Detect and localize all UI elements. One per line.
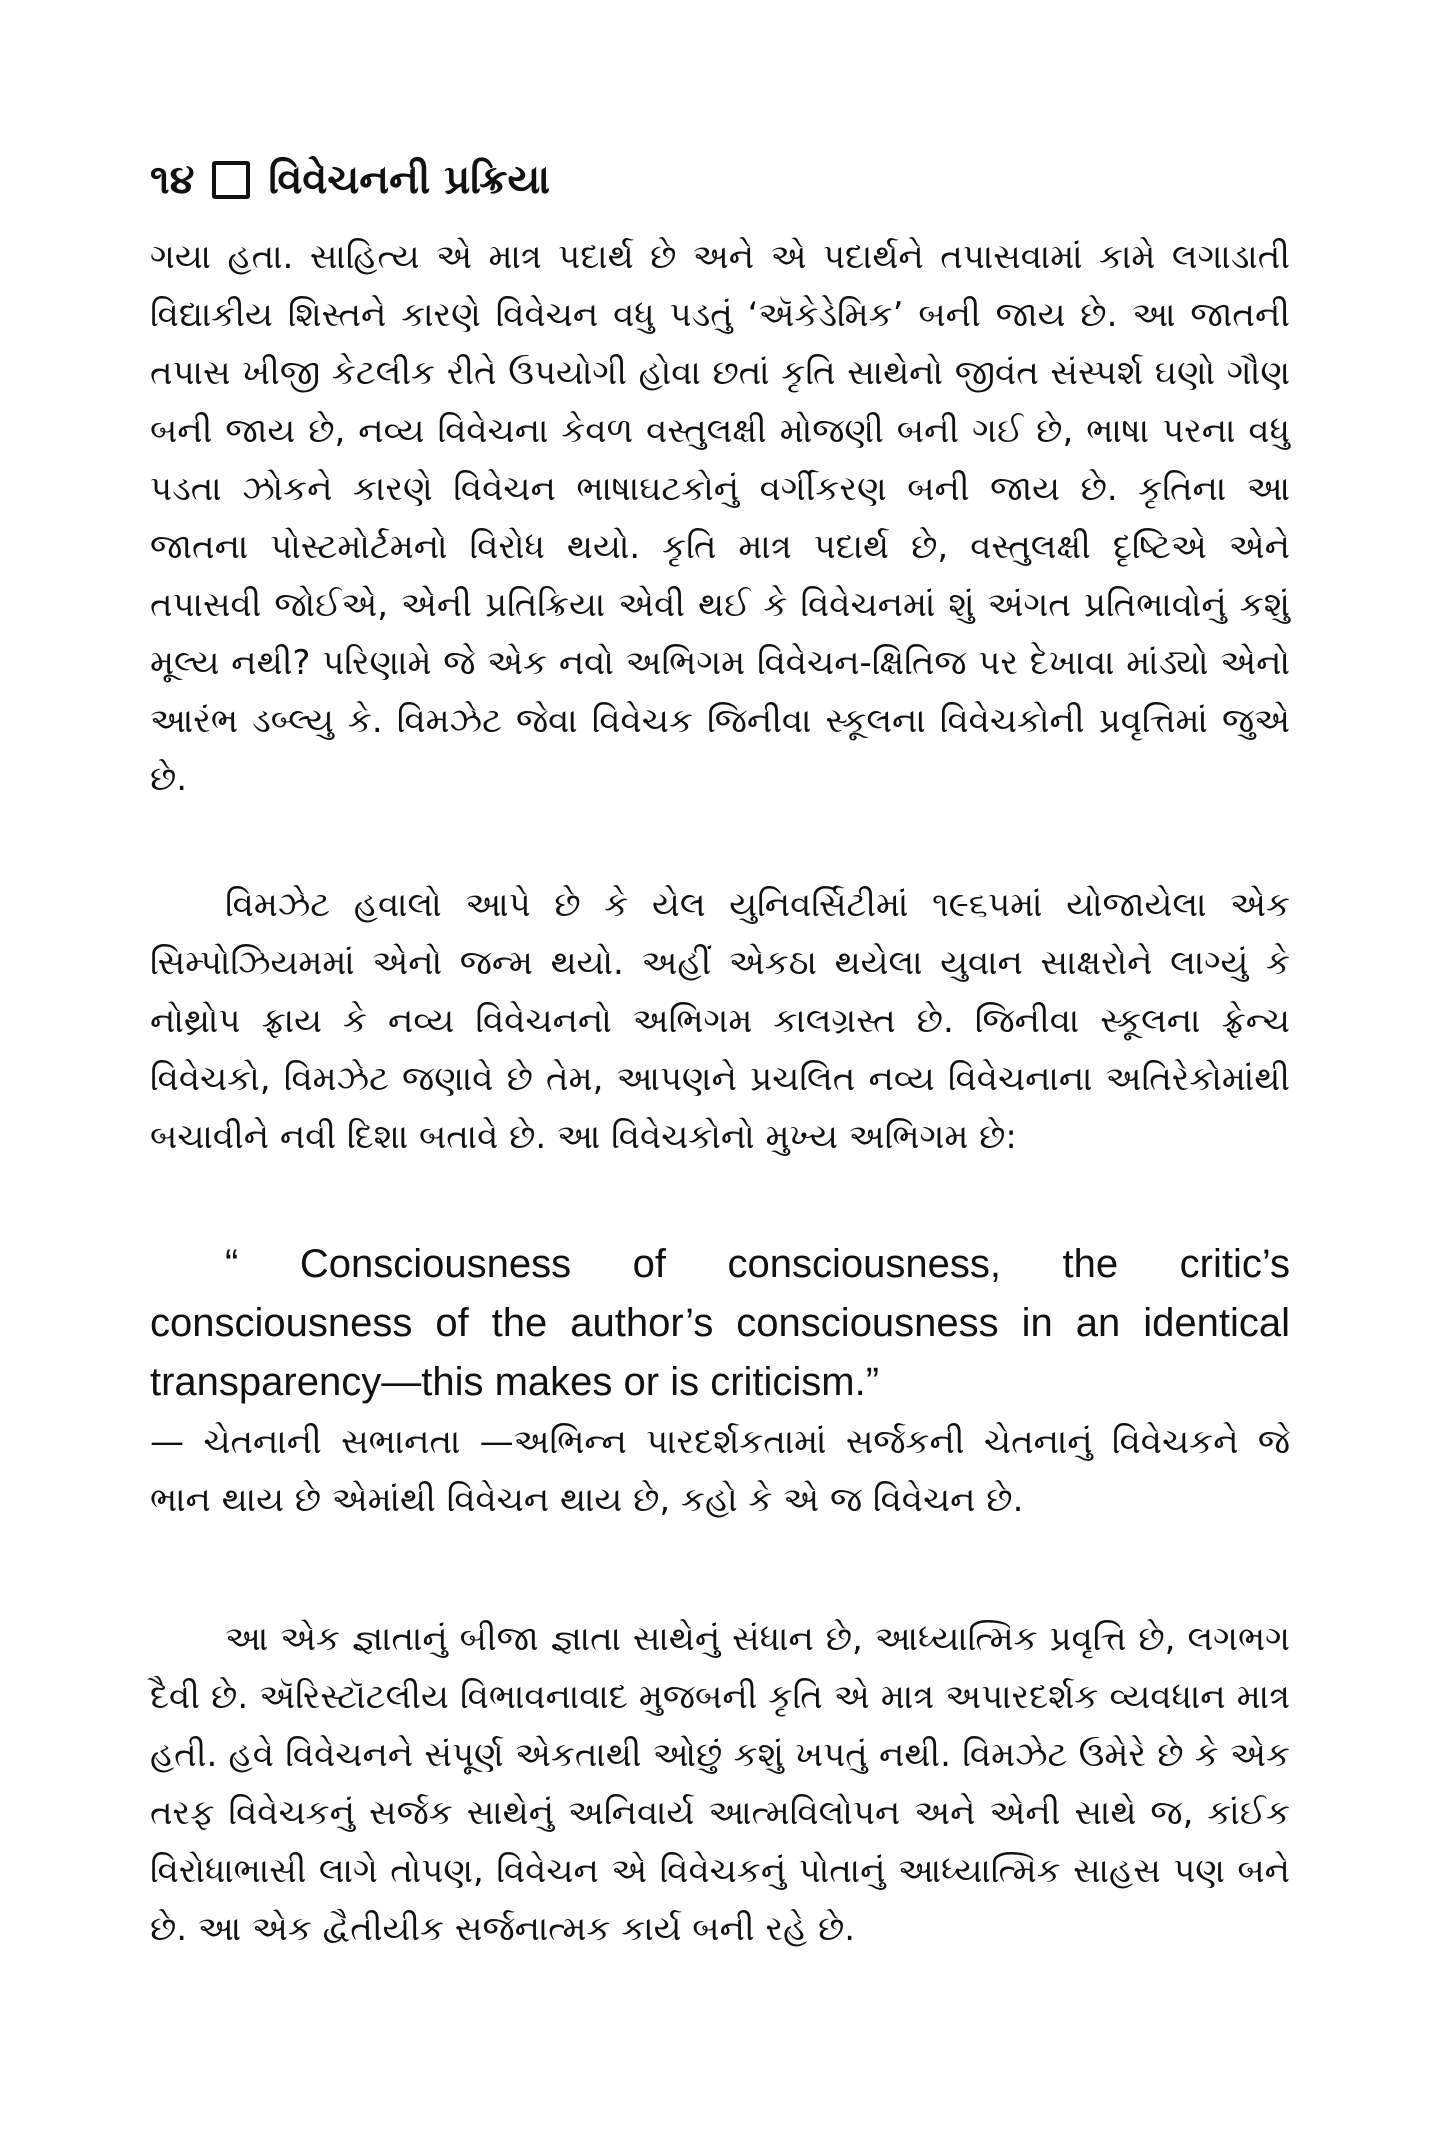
paragraph-knower-union: આ એક જ્ઞાતાનું બીજા જ્ઞાતા સાથેનું સંધાન છે, આધ્યાત્મિક પ્રવૃત્તિ છે, લગભગ દૈવી છે. ઍરિસ્ટૉટલીય વિભાવનાવાદ મુજબની કૃતિ એ માત્ર અપારદર્શક વ્યવધાન માત્ર હતી. હવે વિવેચનને સંપૂર્ણ એકતાથી ઓછું કશું ખપતું નથી. વિમઝેટ ઉમેરે છે કે એક તરફ વિવેચકનું સર્જક સાથેનું અનિવાર્ય આત્મવિલોપન અને એની સાથે જ, કાંઈક વિરોધાભાસી લાગે તોપણ, વિવેચન એ વિવેચકનું પોતાનું આધ્યાત્મિક સાહસ પણ બને છે. આ એક દ્વૈતીયીક સર્જનાત્મક કાર્ય બની રહે છે. — [150, 1619, 1290, 1949]
running-title: વિવેચનની પ્રક્રિયા — [268, 157, 551, 203]
paragraph-continued: ગયા હતા. સાહિત્ય એ માત્ર પદાર્થ છે અને એ પદાર્થને તપાસવામાં કામે લગાડાતી વિદ્યાકીય શિસ્તને કારણે વિવેચન વધુ પડતું ‘ઍકેડેમિક’ બની જાય છે. આ જાતની તપાસ ખીજી કેટલીક રીતે ઉપયોગી હોવા છતાં કૃતિ સાથેનો જીવંત સંસ્પર્શ ઘણો ગૌણ બની જાય છે, નવ્ય વિવેચના કેવળ વસ્તુલક્ષી મોજણી બની ગઈ છે, ભાષા પરના વધુ પડતા ઝોકને કારણે વિવેચન ભાષાઘટકોનું વર્ગીકરણ બની જાય છે. કૃતિના આ જાતના પોસ્ટમોર્ટમનો વિરોધ થયો. કૃતિ માત્ર પદાર્થ છે, વસ્તુલક્ષી દૃષ્ટિએ એને તપાસવી જોઈએ, એની પ્રતિક્રિયા એવી થઈ કે વિવેચનમાં શું અંગત પ્રતિભાવોનું કશું મૂલ્ય નથી? પરિણામે જે એક નવો અભિગમ વિવેચન-ક્ષિતિજ પર દેખાવા માંડ્યો એનો આરંભ ડબ્લ્યુ કે. વિમઝેટ જેવા વિવેચક જિનીવા સ્કૂલના વિવેચકોની પ્રવૃત્તિમાં જુએ છે. — [150, 237, 1290, 799]
paragraph-wimsatt-reference: વિમઝેટ હવાલો આપે છે કે યેલ યુનિવર્સિટીમાં ૧૯૬૫માં યોજાયેલા એક સિમ્પોઝિયમમાં એનો જન્મ થયો. અહીં એકઠા થયેલા યુવાન સાક્ષરોને લાગ્યું કે નોથ્રોપ ફ્રાય કે નવ્ય વિવેચનનો અભિગમ કાલગ્રસ્ત છે. જિનીવા સ્કૂલના ફ્રેન્ચ વિવેચકો, વિમઝેટ જણાવે છે તેમ, આપણને પ્રચલિત નવ્ય વિવેચનાના અતિરેકોમાંથી બચાવીને નવી દિશા બતાવે છે. આ વિવેચકોનો મુખ્ય અભિગમ છે: — [150, 885, 1290, 1157]
running-header — [150, 150, 550, 210]
english-quotation: “ Consciousness of consciousness, the critic’s consciousness of the author’s consciousness in an identical transparency—this makes or is criticism.” — [150, 1242, 1290, 1404]
quotation-translation: — ચેતનાની સભાનતા —અભિન્ન પારદર્શકતામાં સર્જકની ચેતનાનું વિવેચકને જે ભાન થાય છે એમાંથી વિવેચન થાય છે, કહો કે એ જ વિવેચન છે. — [150, 1422, 1290, 1520]
page-number: ૧૪ — [150, 157, 195, 203]
header-box-ornament — [212, 161, 250, 199]
